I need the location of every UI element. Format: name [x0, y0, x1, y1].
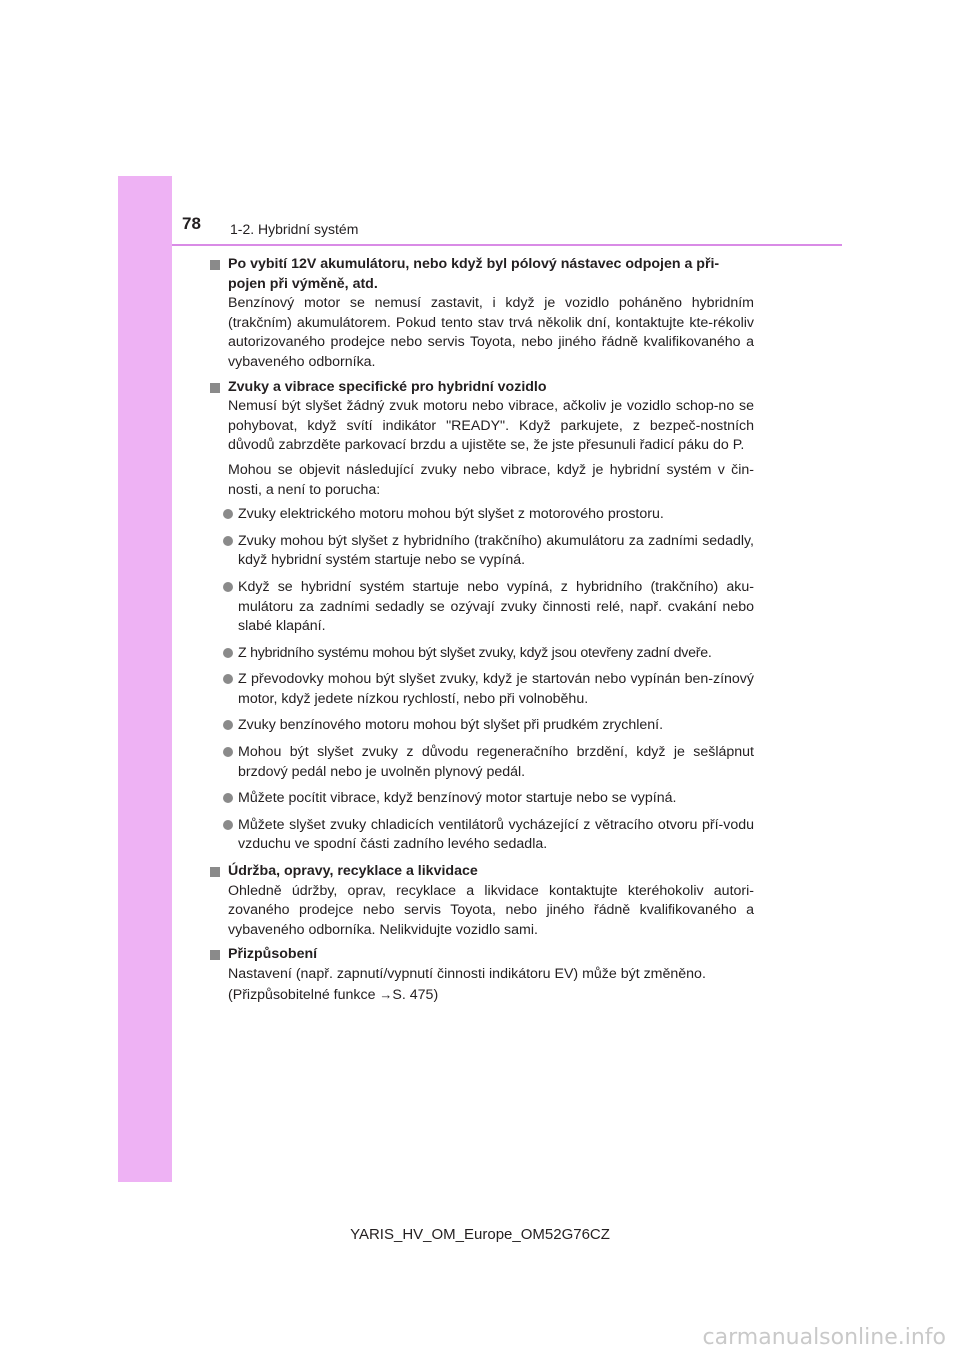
page-reference-link[interactable]: S. 475) [392, 986, 439, 1003]
list-item [228, 743, 754, 782]
reference-prefix: (Přizpůsobitelné funkce [228, 986, 380, 1003]
list-item-text: Zvuky mohou být slyšet z hybridního (trakčního) akumulátoru za zadními sedadly, když hybridní systém startuje nebo se vypíná. [238, 532, 754, 569]
paragraph: Mohou se objevit následující zvuky nebo vibrace, když je hybridní systém v čin-nosti, a není to porucha: [228, 461, 754, 498]
section-title: 1-2. Hybridní systém [230, 221, 359, 237]
section-maintenance [210, 862, 754, 940]
cross-reference [228, 985, 754, 1006]
list-item-text: Můžete slyšet zvuky chladicích ventilátorů vycházející z větracího otvoru pří-vodu vzduchu ve spodní části zadního levého sedadla. [238, 816, 754, 853]
paragraph: Benzínový motor se nemusí zastavit, i když je vozidlo poháněno hybridním (trakčním) akumulátorem. Pokud tento stav trvá několik dní, kontaktujte kte-rékoliv autorizovaného prodejce nebo servis Toyota, nebo jiného řádně kvalifikovaného a vybaveného odborníka. [228, 295, 754, 370]
paragraph: Nemusí být slyšet žádný zvuk motoru nebo vibrace, ačkoliv je vozidlo schop-no se pohybovat, když svítí indikátor "READY". Když parkujete, z bezpeč-nostních důvodů zabrzděte parkovací brzdu a ujistěte se, že jste přesunuli řadicí páku do P. [228, 398, 754, 454]
list-item-text: Z hybridního systému mohou být slyšet zvuky, když jsou otevřeny zadní dveře. [238, 644, 712, 661]
list-item-text: Zvuky elektrického motoru mohou být slyšet z motorového prostoru. [238, 506, 664, 523]
chapter-sidebar-tab [118, 176, 172, 1182]
square-bullet-icon [210, 383, 220, 393]
watermark: carmanualsonline.info [702, 1325, 946, 1350]
paragraph: Ohledně údržby, oprav, recyklace a likvidace kontaktujte kteréhokoliv autori-zovaného prodejce nebo servis Toyota, nebo jiného řádně kvalifikovaného a vybaveného odborníka. Nelikvidujte vozidlo sami. [228, 882, 754, 938]
list-item [228, 578, 754, 637]
square-bullet-icon [210, 867, 220, 877]
arrow-right-icon: → [379, 986, 393, 1002]
list-item-text: Zvuky benzínového motoru mohou být slyšet při prudkém zrychlení. [238, 717, 664, 734]
section-heading: Přizpůsobení [228, 946, 318, 963]
circle-bullet-icon [223, 720, 233, 730]
square-bullet-icon [210, 260, 220, 270]
circle-bullet-icon [223, 582, 233, 592]
list-item-text: Mohou být slyšet zvuky z důvodu regeneračního brzdění, když je sešlápnut brzdový pedál nebo je uvolněn plynový pedál. [238, 744, 754, 780]
list-item [228, 644, 754, 664]
section-hybrid-sounds [210, 378, 754, 855]
circle-bullet-icon [223, 509, 233, 519]
list-item-text: Můžete pocítit vibrace, když benzínový motor startuje nebo se vypíná. [238, 790, 677, 807]
manual-code: YARIS_HV_OM_Europe_OM52G76CZ [350, 1226, 610, 1243]
section-battery-disconnect [210, 255, 754, 373]
circle-bullet-icon [223, 820, 233, 830]
circle-bullet-icon [223, 648, 233, 658]
circle-bullet-icon [223, 793, 233, 803]
list-item-text: Z převodovky mohou být slyšet zvuky, když je startován nebo vypínán ben-zínový motor, když jedete nízkou rychlostí, nebo při volnoběhu. [238, 671, 754, 707]
list-item [228, 670, 754, 709]
section-heading: Údržba, opravy, recyklace a likvidace [228, 863, 478, 880]
page-content [210, 255, 754, 1009]
list-item [228, 789, 754, 809]
circle-bullet-icon [223, 536, 233, 546]
section-heading: Po vybití 12V akumulátoru, nebo když byl pólový nástavec odpojen a při-pojen při výměně, atd. [228, 256, 720, 292]
list-item-text: Když se hybridní systém startuje nebo vypíná, z hybridního (trakčního) aku-mulátoru za zadními sedadly se ozývají zvuky činnosti relé, např. cvakání nebo slabé klapání. [238, 578, 754, 635]
list-item [228, 716, 754, 736]
circle-bullet-icon [223, 674, 233, 684]
list-item [228, 532, 754, 571]
page-number: 78 [182, 214, 201, 233]
list-item [228, 816, 754, 855]
header-rule [172, 244, 842, 246]
circle-bullet-icon [223, 747, 233, 757]
section-heading: Zvuky a vibrace specifické pro hybridní vozidlo [228, 378, 547, 395]
paragraph: Nastavení (např. zapnutí/vypnutí činnosti indikátoru EV) může být změněno. [228, 966, 706, 982]
square-bullet-icon [210, 950, 220, 960]
section-customization [210, 945, 754, 1005]
list-item [228, 505, 754, 525]
